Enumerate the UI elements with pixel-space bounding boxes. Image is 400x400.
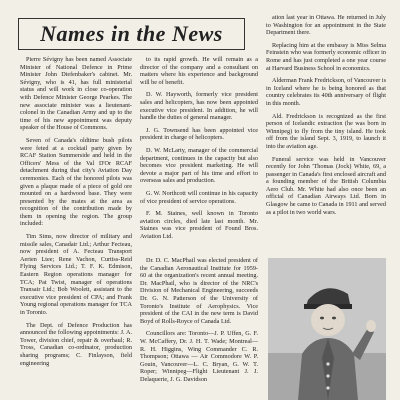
article-staines: F. M. Staines, well known in Toronto aviation circles, died late last month. Mr. Staines was vice president of Found Bros. Aviation Ltd. [140,210,258,240]
article-pilot-list: Tim Sims, now director of military and missile sales, Canadair Ltd.; Arthur Fecteau, now president of A. Fecteau Transport Aerien Ltee; Rene Vachon, Curtiss-Reid Flying Services Ltd.; T. F. K. Edmison, Eastern Region operations manager for TCA; Pat Twist, manager of operations Transair Ltd.; Bob Woolett, assistant to the executive vice president of CPA; and Frank Young regional operations manager for TCA in Toronto. [20,233,132,316]
article-sevigny: Pierre Sévigny has been named Associate Minister of National Defence in Prime Minister John Diefenbaker's cabinet. Mr. Sévigny, who is 41, has full ministerial status and will work in close co-operation with Defence Minister George Pearkes. The new associate minister was a lieutenant-colonel in the Canadian Army and up to the time of his new appointment was deputy speaker of the House of Commons. [20,56,132,132]
column-middle-lower [140,257,258,384]
article-councillors: Councillors are: Toronto—J. P. Uffen, G. F. W. McCaffery, Dr. J. H. T. Wade; Montreal—R. H. Higgins, Wing Commander C. R. Thompson; Ottawa — Air Commodore W. P. Gouin, Vancouver—L. C. Bryan, G. W. T. Roper; Winnipeg—Flight Lieutenant J. J. Delaquerie, J. G. Davidson [140,330,258,383]
page-title: Names in the News [18,18,245,50]
article-defence-production: The Dept. of Defence Production has announced the following appointments: J. A. Tower, division chief, repair & overhaul; R. Tross, Canadian co-ordinator, production sharing programs; C. Finlayson, field engineering [20,321,132,367]
column-left [20,56,132,400]
article-feinstein: Replacing him at the embassy is Miss Selma Feinstein who was formerly economic officer in Rome and has just completed a one year course at Harvard Business School in economics. [266,41,386,72]
portrait-photo-icon [268,258,386,400]
article-fredrickson: Alderman Frank Fredrickson, of Vancouver is in Iceland where he is being honored as that country celebrates its 40th anniversary of flight in this month. [266,77,386,107]
article-hayworth: D. W. Hayworth, formerly vice president sales and helicopters, has now been appointed executive vice president. In addition, he will handle the duties of general manager. [140,91,258,122]
column-right [266,14,386,254]
column-middle [140,56,258,400]
article-fredrickson-history: Ald. Fredrickson is recognized as the first person of Icelandic extraction (he was born in Winnipeg) to fly from the tiny island. He took off from the island Sept. 3, 1919, to launch it into the aviation age. [266,112,386,150]
article-embassy: ation last year in Ottawa. He returned in July to Washington for an appointment in the State Department there. [266,14,386,37]
article-bush-pilots: Seven of Canada's oldtime bush pilots were feted at a cocktail party given by RCAF Station Summerside and held in the Officers' Mess of the Val D'Or RCAF detachment during that city's Aviation Day ceremonies. Each of the honored pilots was given a plaque made of a piece of gold ore mounted on a hardwood base. They were presented by the mates at the area as recognition of the contribution made by them in opening the region. The group included: [20,136,132,228]
article-northcott: G. W. Northcott will continue in his capacity of vice president of service operations. [140,189,258,205]
article-mclarty: D. W. McLarty, manager of the commercial department, continues in the capacity but also becomes vice president marketing. He will devote a major part of his time and effort to overseas sales and production. [140,146,258,185]
portrait-photo [268,258,386,400]
article-white-funeral: Funeral service was held in Vancouver recently for John 'Thomas (Jock) White, 69, a passenger in Canada's first enclosed aircraft and a founding member of the British Columbia Aero Club. Mr. White had also once been an official of Canadian Airways Ltd. Born in Glasgow he came to Canada in 1911 and served as a pilot in two world wars. [266,155,386,216]
article-macphail: Dr. D. C. MacPhail was elected president of the Canadian Aeronautical Institute for 1959-60 at the organization's recent annual meeting. Dr. MacPhail, who is director of the NRC's Division of Mechanical Engineering, succeeds Dr. G. N. Patterson of the University of Toronto's Institute of Aerophysics. Vice president of the CAI in the new term is David Boyd of Rolls-Royce of Canada Ltd. [140,257,258,325]
article-continuation: to its rapid growth. He will remain as a director of the company and a consultant on matters where his experience and background will be of benefit. [140,56,258,86]
article-townsend: J. G. Townsend has been appointed vice president in charge of helicopters. [140,126,258,142]
